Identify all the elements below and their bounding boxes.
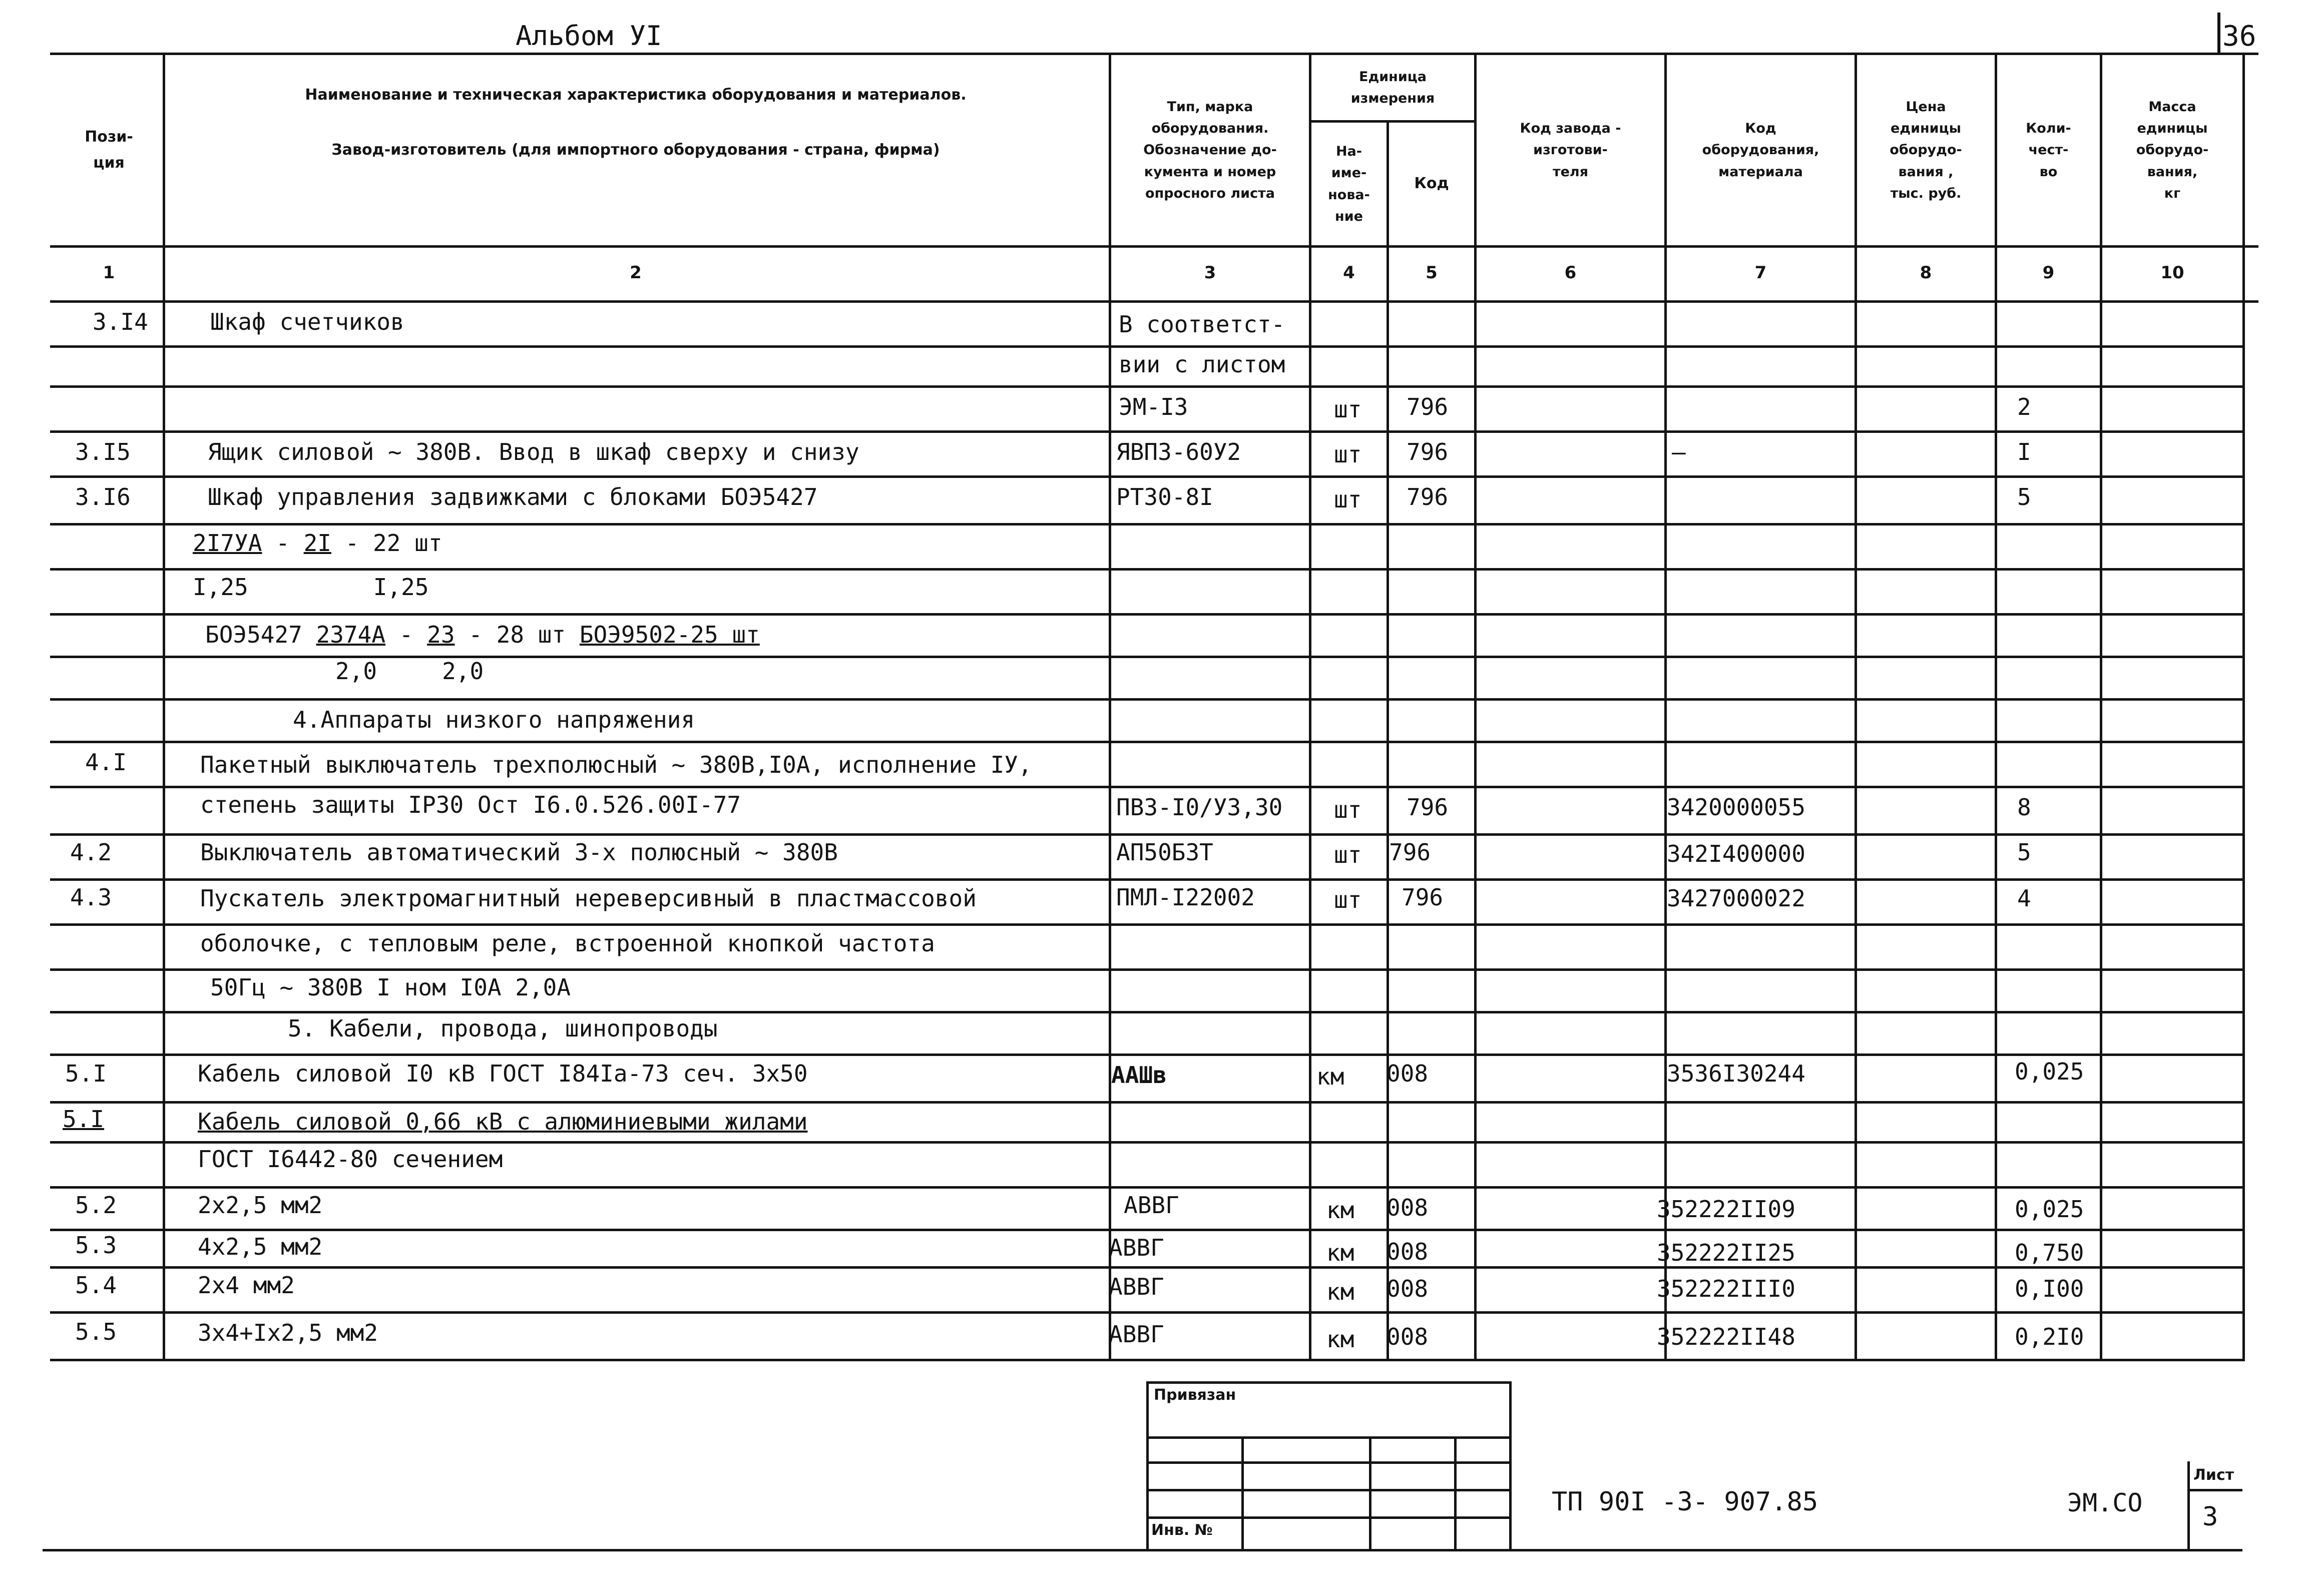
row-line xyxy=(50,475,2242,478)
row-line xyxy=(50,878,2242,881)
row-name: 50Гц ~ 380В I ном I0А 2,0А xyxy=(210,974,571,1001)
row-line xyxy=(50,786,2242,788)
row-line xyxy=(50,345,2242,348)
row-name: ГОСТ I6442-80 сечением xyxy=(198,1146,503,1173)
col-divider-3 xyxy=(1309,53,1311,1361)
row-unit-code: 796 xyxy=(1407,438,1449,465)
column-number: 4 xyxy=(1343,263,1355,283)
row-equipment-code: 352222II25 xyxy=(1657,1239,1795,1266)
stamp-line xyxy=(1146,1436,1512,1439)
header-bottom-border xyxy=(50,245,2258,248)
album-label: Альбом УI xyxy=(516,20,662,52)
row-name: Кабель силовой I0 кВ ГОСТ I84Ia-73 сеч. 3х50 xyxy=(198,1060,808,1087)
stamp-doc-code: ТП 90I -3- 907.85 xyxy=(1552,1487,1818,1517)
row-quantity: 0,025 xyxy=(2015,1196,2084,1223)
row-unit-code: 008 xyxy=(1387,1060,1429,1087)
sheet-bottom-border xyxy=(43,1549,2242,1551)
row-quantity: 8 xyxy=(2017,794,2031,821)
stamp-line xyxy=(1146,1489,1512,1491)
row-equipment-code: 3427000022 xyxy=(1667,885,1805,912)
row-unit: км xyxy=(1326,1326,1354,1353)
table-bottom-border xyxy=(50,1359,2242,1361)
row-position: 5.I xyxy=(65,1060,107,1087)
row-name: Пускатель электромагнитный нереверсивный в пластмассовой xyxy=(200,885,977,912)
row-line xyxy=(50,1229,2242,1231)
header-position: Пози- ция xyxy=(85,128,133,172)
row-unit: шт xyxy=(1334,796,1362,823)
row-type: ААШв xyxy=(1111,1061,1167,1089)
row-position: 5.2 xyxy=(75,1192,117,1219)
row-name: 2х2,5 мм2 xyxy=(198,1192,323,1219)
stamp-line xyxy=(1146,1516,1512,1519)
column-number: 10 xyxy=(2160,263,2184,283)
col-divider-6 xyxy=(1664,53,1667,1361)
stamp-list-number: 3 xyxy=(2202,1502,2218,1532)
row-type: ЯВПЗ-60У2 xyxy=(1116,438,1241,465)
page-number-divider xyxy=(2217,13,2220,53)
row-equipment-code: 352222II09 xyxy=(1657,1196,1795,1223)
row-line xyxy=(50,568,2242,571)
row-type: РТ30-8I xyxy=(1116,483,1213,510)
column-number: 3 xyxy=(1204,263,1216,283)
row-unit: шт xyxy=(1334,396,1362,423)
col-divider-10 xyxy=(2242,53,2245,1361)
block-current-1: I,25 xyxy=(193,574,248,601)
row-unit-code: 008 xyxy=(1387,1194,1429,1221)
block-code-2: 23 xyxy=(427,621,455,648)
row-line xyxy=(50,741,2242,743)
row-name: оболочке, с тепловым реле, встроенной кнопкой частота xyxy=(200,930,935,957)
row-line xyxy=(50,923,2242,926)
row-position: 5.3 xyxy=(75,1232,117,1259)
block-line-3: БОЭ5427 2374А - 23 - 28 шт БОЭ9502-25 шт xyxy=(205,621,760,648)
row-line xyxy=(50,1311,2242,1314)
header-price: Цена единицы оборудо- вания , тыс. руб. xyxy=(1890,99,1962,201)
row-unit: км xyxy=(1326,1278,1354,1305)
block-count-1: - 22 шт xyxy=(345,529,442,557)
row-type: В соответст- xyxy=(1119,311,1285,338)
row-equipment-code: 352222II48 xyxy=(1657,1323,1795,1350)
row-quantity: 5 xyxy=(2017,839,2031,866)
row-unit: шт xyxy=(1334,886,1362,913)
row-line xyxy=(50,1011,2242,1013)
row-line xyxy=(50,656,2242,658)
row-line xyxy=(50,1053,2242,1056)
row-position: 4.I xyxy=(85,749,127,776)
block-code-1: 2I xyxy=(303,529,331,557)
header-unit-name: На- име- нова- ние xyxy=(1328,144,1370,224)
row-name: 4х2,5 мм2 xyxy=(198,1233,323,1260)
header-unit: Единица измерения xyxy=(1350,69,1435,106)
row-equipment-code: – xyxy=(1672,438,1686,465)
row-quantity: 0,2I0 xyxy=(2015,1323,2084,1350)
stamp-line xyxy=(1146,1381,1149,1551)
row-quantity: 2 xyxy=(2017,393,2031,420)
stamp-line xyxy=(2187,1461,2190,1551)
row-position: 4.2 xyxy=(70,839,112,866)
row-position: 3.I6 xyxy=(75,483,131,510)
row-equipment-code: 3536I30244 xyxy=(1667,1060,1805,1087)
row-position: 3.I4 xyxy=(93,308,148,335)
column-number: 5 xyxy=(1426,263,1438,283)
header-factory-code: Код завода - изготови- теля xyxy=(1520,121,1621,180)
row-position: 3.I5 xyxy=(75,438,131,465)
row-unit-code: 008 xyxy=(1387,1323,1429,1350)
row-position: 5.I xyxy=(63,1106,105,1133)
row-type: АП50БЗТ xyxy=(1116,839,1213,866)
row-name: 2х4 мм2 xyxy=(198,1272,295,1299)
section-title-5: 5. Кабели, провода, шинопроводы xyxy=(288,1015,718,1042)
row-equipment-code: 352222III0 xyxy=(1657,1275,1795,1302)
column-numbers-border xyxy=(50,300,2258,303)
row-line xyxy=(50,1266,2242,1269)
row-unit: шт xyxy=(1334,841,1362,868)
column-number: 7 xyxy=(1754,263,1767,283)
row-quantity: I xyxy=(2017,438,2031,465)
column-number: 6 xyxy=(1564,263,1577,283)
block-line-1: 2I7УА - 2I - 22 шт xyxy=(193,529,442,557)
row-name: Ящик силовой ~ 380В. Ввод в шкаф сверху и снизу xyxy=(208,438,859,465)
row-unit-code: 008 xyxy=(1387,1238,1429,1265)
block-type-2: 2374А xyxy=(316,621,386,648)
row-line xyxy=(50,430,2242,433)
row-type: ПМЛ-I22002 xyxy=(1116,884,1255,911)
row-position: 4.3 xyxy=(70,884,112,911)
row-unit: шт xyxy=(1334,486,1362,513)
row-line xyxy=(50,523,2242,525)
row-name: степень защиты IP30 Ост I6.0.526.00I-77 xyxy=(200,791,741,818)
col-divider-7 xyxy=(1855,53,1857,1361)
row-line xyxy=(50,1101,2242,1104)
stamp-sheet-code: ЭМ.СО xyxy=(2067,1488,2143,1517)
row-name: Шкаф счетчиков xyxy=(210,308,404,335)
row-name: Шкаф управления задвижками с блоками БОЭ5427 xyxy=(208,483,818,510)
row-name: 3х4+Iх2,5 мм2 xyxy=(198,1319,378,1346)
block-extra: БОЭ9502-25 шт xyxy=(579,621,760,648)
row-type: АВВГ xyxy=(1124,1192,1179,1219)
block-line-2 xyxy=(193,576,429,599)
row-unit: км xyxy=(1326,1239,1354,1266)
header-name-line2: Завод-изготовитель (для импортного оборудования - страна, фирма) xyxy=(331,141,940,159)
block-type-1: 2I7УА xyxy=(193,529,262,557)
stamp-line xyxy=(1509,1381,1512,1551)
row-position: 5.5 xyxy=(75,1318,117,1345)
row-position: 5.4 xyxy=(75,1272,117,1299)
header-mass: Масса единицы оборудо- вания, кг xyxy=(2136,99,2209,201)
row-line xyxy=(50,385,2242,388)
row-unit-code: 008 xyxy=(1387,1275,1429,1302)
stamp-inv: Инв. № xyxy=(1151,1521,1213,1539)
row-quantity: 0,025 xyxy=(2015,1058,2084,1085)
row-line xyxy=(50,1186,2242,1189)
stamp-line xyxy=(1146,1381,1512,1384)
header-unit-code: Код xyxy=(1414,175,1449,193)
column-number: 2 xyxy=(630,263,642,283)
column-number: 9 xyxy=(2042,263,2055,283)
row-unit-code: 796 xyxy=(1402,884,1444,911)
block-count-2: - 28 шт xyxy=(469,621,566,648)
row-type: АВВГ xyxy=(1109,1273,1164,1300)
row-unit-code: 796 xyxy=(1407,794,1449,821)
col-divider-1 xyxy=(163,53,165,1361)
row-line xyxy=(50,613,2242,616)
stamp-line xyxy=(1454,1436,1457,1551)
row-unit: км xyxy=(1326,1197,1354,1224)
stamp-line xyxy=(1146,1461,1512,1464)
header-equipment-code: Код оборудования, материала xyxy=(1702,121,1819,180)
header-type: Тип, марка оборудования. Обозначение до- кумента и номер опросного листа xyxy=(1143,99,1277,201)
row-quantity: 5 xyxy=(2017,483,2031,510)
block-current-2: I,25 xyxy=(373,574,429,601)
row-type: АВВГ xyxy=(1109,1321,1164,1348)
header-quantity: Коли- чест- во xyxy=(2026,121,2071,180)
row-line xyxy=(50,698,2242,701)
row-type: АВВГ xyxy=(1109,1234,1164,1261)
block-series: БОЭ5427 xyxy=(205,621,302,648)
col-divider-2 xyxy=(1109,53,1111,1361)
row-type: ПВЗ-I0/УЗ,30 xyxy=(1116,794,1283,821)
column-number: 8 xyxy=(1920,263,1932,283)
row-name: Выключатель автоматический 3-х полюсный ~ 380В xyxy=(200,839,838,866)
block-current-3: 2,0 xyxy=(335,658,377,685)
row-line xyxy=(50,833,2242,836)
col-divider-9 xyxy=(2100,53,2102,1361)
row-equipment-code: 342I400000 xyxy=(1667,840,1805,867)
page-number: 36 xyxy=(2222,20,2256,53)
row-unit: км xyxy=(1316,1063,1344,1090)
block-line-4 xyxy=(335,660,484,683)
row-unit-code: 796 xyxy=(1389,839,1431,866)
row-type: ЭМ-I3 xyxy=(1119,393,1188,420)
col-divider-5 xyxy=(1474,53,1477,1361)
row-name: Кабель силовой 0,66 кВ с алюминиевыми жилами xyxy=(198,1108,808,1135)
header-name-line1: Наименование и техническая характеристика оборудования и материалов. xyxy=(305,86,967,104)
section-title-4: 4.Аппараты низкого напряжения xyxy=(293,706,695,733)
row-unit-code: 796 xyxy=(1407,483,1449,510)
col-divider-8 xyxy=(1995,53,1997,1361)
stamp-privyazan: Привязан xyxy=(1154,1386,1236,1404)
row-line xyxy=(50,968,2242,971)
row-quantity: 4 xyxy=(2017,885,2031,912)
row-line xyxy=(50,1141,2242,1144)
stamp-line xyxy=(1241,1436,1244,1551)
column-number: 1 xyxy=(103,263,115,283)
block-current-4: 2,0 xyxy=(442,658,484,685)
row-equipment-code: 3420000055 xyxy=(1667,794,1805,821)
row-quantity: 0,750 xyxy=(2015,1239,2084,1266)
row-unit: шт xyxy=(1334,441,1362,468)
row-quantity: 0,I00 xyxy=(2015,1275,2084,1302)
stamp-line xyxy=(2187,1489,2242,1491)
row-type: вии с листом xyxy=(1119,351,1285,378)
row-unit-code: 796 xyxy=(1407,393,1449,420)
row-name: Пакетный выключатель трехполюсный ~ 380В,I0А, исполнение IУ, xyxy=(200,751,1032,778)
stamp-list-label: Лист xyxy=(2193,1466,2234,1484)
stamp-line xyxy=(1369,1436,1371,1551)
